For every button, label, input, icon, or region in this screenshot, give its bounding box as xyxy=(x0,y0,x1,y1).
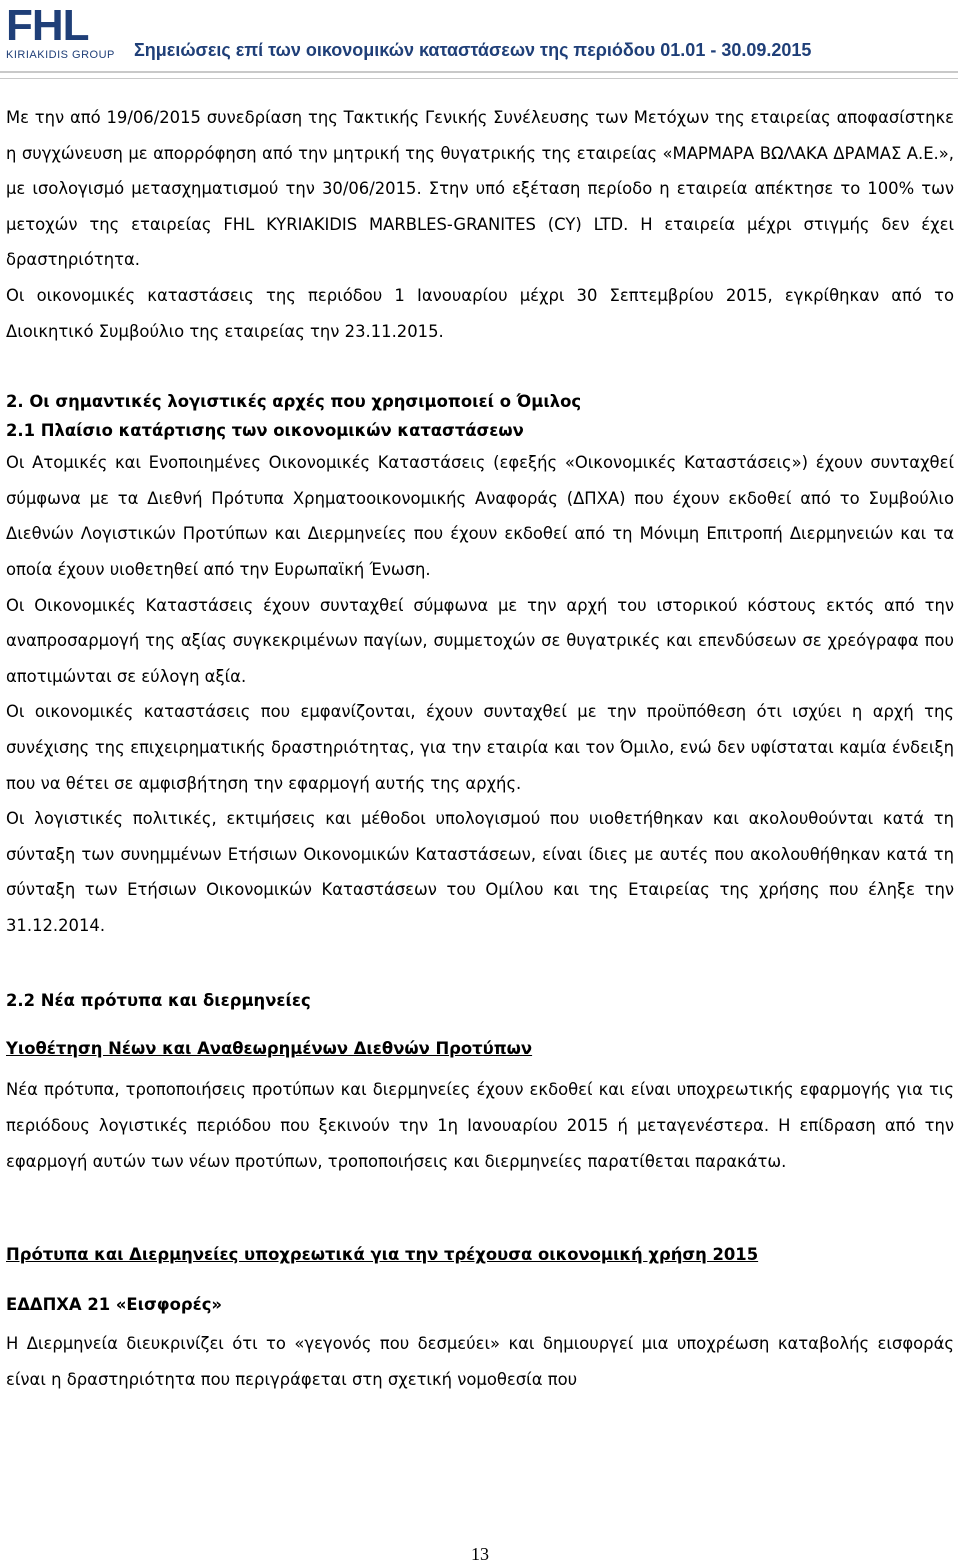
company-logo xyxy=(6,1,128,61)
heading-new-standards: Υιοθέτηση Νέων και Αναθεωρημένων Διεθνών Προτύπων xyxy=(6,1039,533,1059)
paragraph-2-1-d: Οι λογιστικές πολιτικές, εκτιμήσεις και μέθοδοι υπολογισμού που υιοθετήθηκαν και ακολουθούνται κατά τη σύνταξη των συνημμένων Ετήσιων Οικονομικών Καταστάσεων, είναι ίδιες με αυτές που ακολουθήθηκαν κατά τη σύνταξη των Ετήσιων Οικονομικών Καταστάσεων του Ομίλου και της Εταιρείας της χρήσης που έληξε την 31.12.2014. xyxy=(6,809,954,935)
logo-text: FHL xyxy=(6,1,89,50)
paragraph-merger: Με την από 19/06/2015 συνεδρίαση της Τακτικής Γενικής Συνέλευσης των Μετόχων της εταιρείας αποφασίστηκε η συγχώνευση με απορρόφηση από την μητρική της θυγατρικής της εταιρείας «ΜΑΡΜΑΡΑ ΒΩΛΑΚΑ ΔΡΑΜΑΣ Α.Ε.», με ισολογισμό μετασχηματισμού την 30/06/2015. Στην υπό εξέταση περίοδο η εταιρεία απέκτησε το 100% των μετοχών της εταιρείας FHL KYRIAKIDIS MARBLES-GRANITES (CY) LTD. Η εταιρεία μέχρι στιγμής δεν έχει δραστηριότητα. xyxy=(6,108,954,270)
paragraph-2-1-b: Οι Οικονομικές Καταστάσεις έχουν συνταχθεί σύμφωνα με την αρχή του ιστορικού κόστους εκτός από την αναπροσαρμογή της αξίας συγκεκριμένων παγίων, συμμετοχών σε θυγατρικές και επενδύσεων σε χρεόγραφα που αποτιμώνται σε εύλογη αξία. xyxy=(6,595,954,686)
paragraph-2-2-a: Νέα πρότυπα, τροποποιήσεις προτύπων και διερμηνείες έχουν εκδοθεί και είναι υποχρεωτικής εφαρμογής για τις περιόδους λογιστικές περιόδου που ξεκινούν την 1η Ιανουαρίου 2015 ή μεταγενέστερα. Η επίδραση από την εφαρμογή αυτών των νέων προτύπων, τροποποιήσεις και διερμηνείες παρατίθεται παρακάτω. xyxy=(6,1080,954,1171)
section-heading-2: 2. Οι σημαντικές λογιστικές αρχές που χρησιμοποιεί ο Όμιλος xyxy=(6,392,582,412)
header-divider xyxy=(0,71,958,79)
paragraph-2-1-a: Οι Ατομικές και Ενοποιημένες Οικονομικές Καταστάσεις (εφεξής «Οικονομικές Καταστάσεις») έχουν συνταχθεί σύμφωνα με τα Διεθνή Πρότυπα Χρηματοοικονομικής Αναφοράς (ΔΠΧΑ) που έχουν εκδοθεί από το Συμβούλιο Διεθνών Λογιστικών Προτύπων και Διερμηνείες που έχουν εκδοθεί από τη Μόνιμη Επιτροπή Διερμηνειών και τα οποία έχουν υιοθετηθεί από την Ευρωπαϊκή Ένωση. xyxy=(6,453,954,579)
logo-subtext: KIRIAKIDIS GROUP xyxy=(6,49,115,61)
header-title: Σημειώσεις επί των οικονομικών καταστάσεων της περιόδου 01.01 - 30.09.2015 xyxy=(134,40,812,60)
paragraph-2-1-c: Οι οικονομικές καταστάσεις που εμφανίζονται, έχουν συνταχθεί με την προϋπόθεση ότι ισχύει η αρχή της συνέχισης της επιχειρηματικής δραστηριότητας, για την εταιρία και τον Όμιλο, ενώ δεν υφίσταται καμία ένδειξη που να θέτει σε αμφισβήτηση την εφαρμογή αυτής της αρχής. xyxy=(6,702,954,793)
subsection-heading-2-2: 2.2 Νέα πρότυπα και διερμηνείες xyxy=(6,991,311,1011)
paragraph-approval: Οι οικονομικές καταστάσεις της περιόδου 1 Ιανουαρίου μέχρι 30 Σεπτεμβρίου 2015, εγκρίθηκαν από το Διοικητικό Συμβούλιο της εταιρείας την 23.11.2015. xyxy=(6,285,954,341)
document-body xyxy=(6,100,954,1397)
page-number: 13 xyxy=(471,1544,489,1564)
page-header xyxy=(0,0,960,80)
heading-mandatory-standards: Πρότυπα και Διερμηνείες υποχρεωτικά για την τρέχουσα οικονομική χρήση 2015 xyxy=(6,1245,759,1265)
heading-ifric-21: ΕΔΔΠΧΑ 21 «Εισφορές» xyxy=(6,1295,223,1315)
paragraph-ifric-21: Η Διερμηνεία διευκρινίζει ότι το «γεγονός που δεσμεύει» και δημιουργεί μια υποχρέωση καταβολής εισφοράς είναι η δραστηριότητα που περιγράφεται στη σχετική νομοθεσία που xyxy=(6,1334,954,1389)
subsection-heading-2-1: 2.1 Πλαίσιο κατάρτισης των οικονομικών καταστάσεων xyxy=(6,421,524,441)
